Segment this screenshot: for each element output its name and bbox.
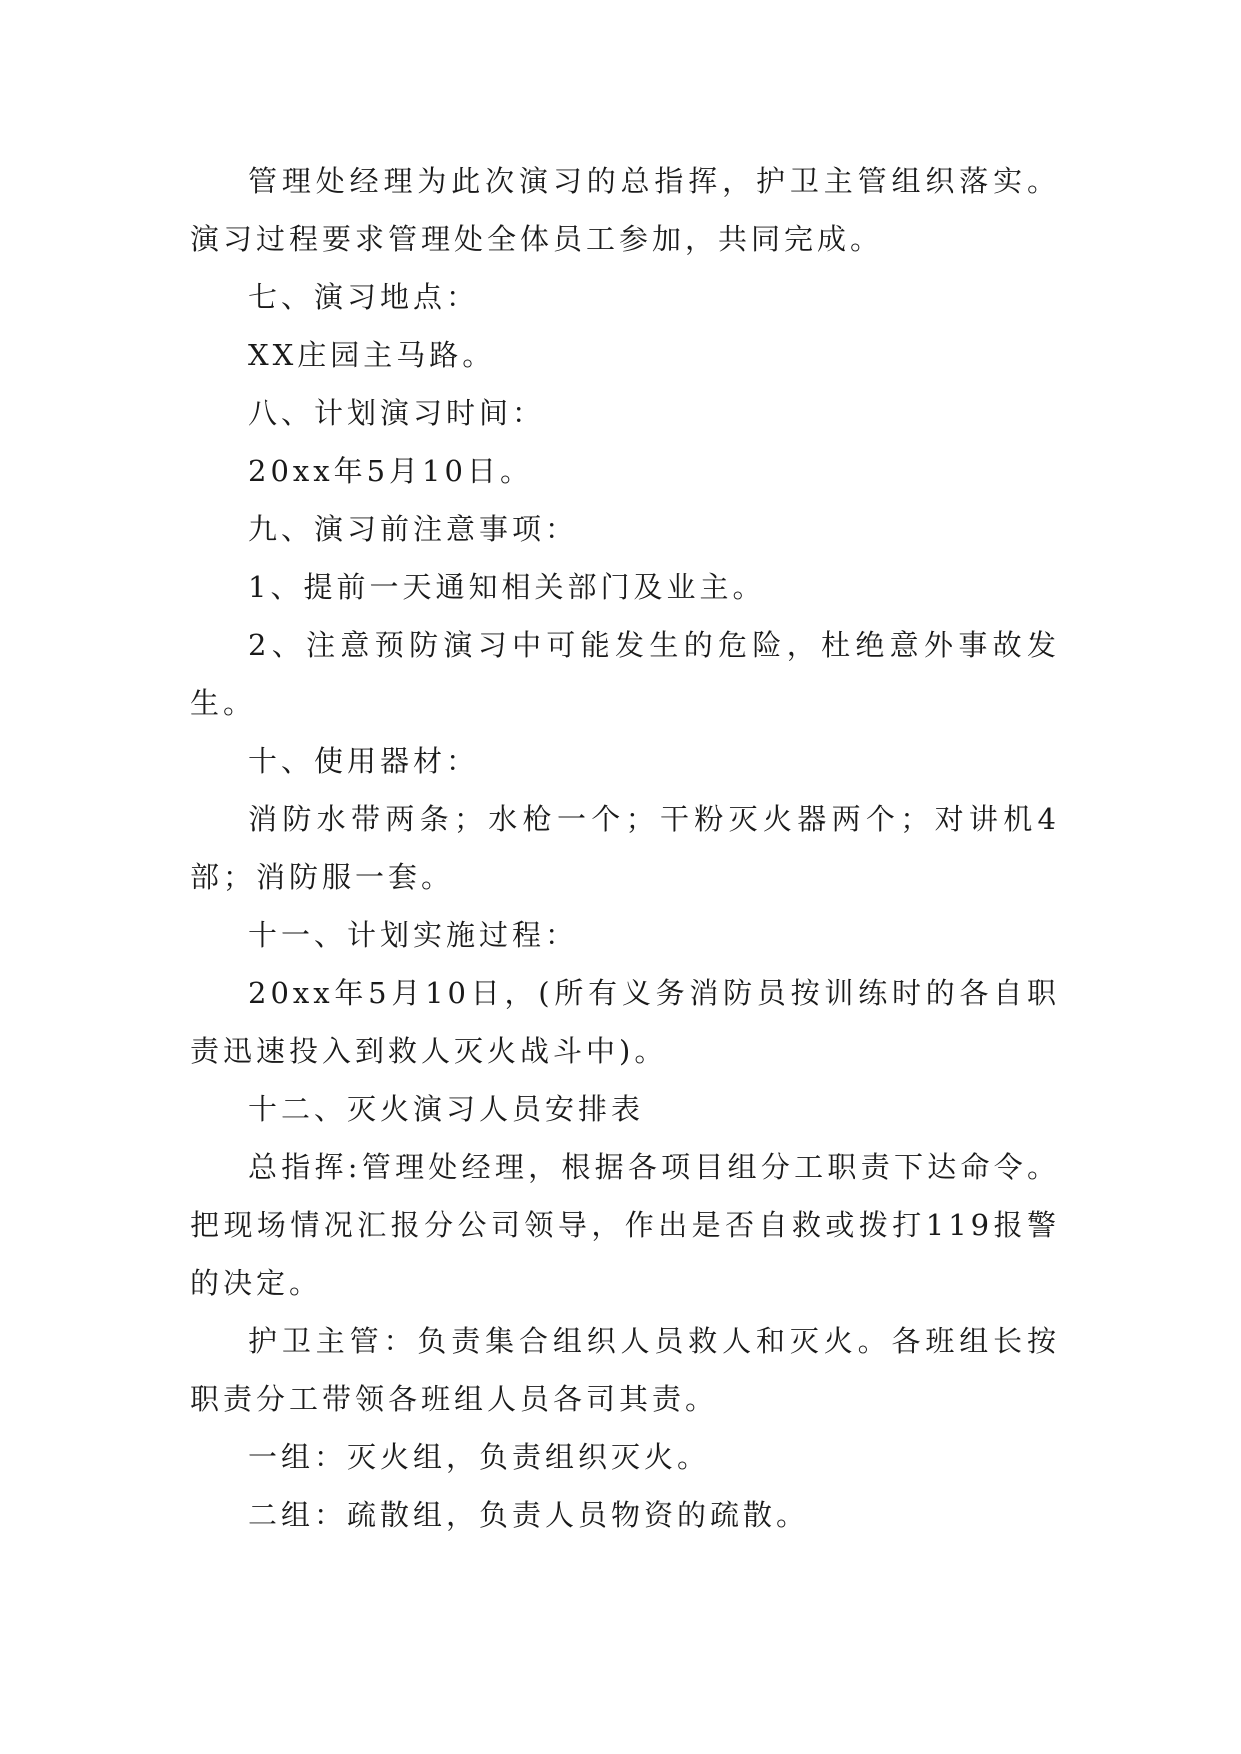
paragraph-group-2: 二组：疏散组，负责人员物资的疏散。 bbox=[248, 1498, 810, 1532]
paragraph-implementation: 20xx年5月10日，(所有义务消防员按训练时的各自职责迅速投入到救人灭火战斗中)。 bbox=[190, 976, 1060, 1068]
paragraph-guard-supervisor: 护卫主管：负责集合组织人员救人和灭火。各班组长按职责分工带领各班组人员各司其责。 bbox=[190, 1324, 1060, 1416]
heading-equipment: 十、使用器材： bbox=[248, 744, 480, 778]
paragraph-precaution-2: 2、注意预防演习中可能发生的危险，杜绝意外事故发生。 bbox=[190, 628, 1060, 720]
heading-precautions: 九、演习前注意事项： bbox=[248, 512, 579, 546]
paragraph-drill-location: XX庄园主马路。 bbox=[248, 338, 496, 372]
heading-drill-time: 八、计划演习时间： bbox=[248, 396, 546, 430]
paragraph-chief-commander: 总指挥:管理处经理，根据各项目组分工职责下达命令。把现场情况汇报分公司领导，作出是否自救或拨打119报警的决定。 bbox=[190, 1150, 1060, 1300]
paragraph-group-1: 一组：灭火组，负责组织灭火。 bbox=[248, 1440, 711, 1474]
heading-staff-arrangement: 十二、灭火演习人员安排表 bbox=[248, 1092, 645, 1126]
paragraph-commander: 管理处经理为此次演习的总指挥，护卫主管组织落实。演习过程要求管理处全体员工参加，共同完成。 bbox=[190, 164, 1060, 256]
paragraph-drill-time: 20xx年5月10日。 bbox=[248, 454, 533, 488]
paragraph-precaution-1: 1、提前一天通知相关部门及业主。 bbox=[248, 570, 766, 604]
paragraph-equipment: 消防水带两条；水枪一个；干粉灭火器两个；对讲机4部；消防服一套。 bbox=[190, 802, 1060, 894]
heading-implementation: 十一、计划实施过程： bbox=[248, 918, 579, 952]
document-body bbox=[190, 152, 1060, 1544]
heading-drill-location: 七、演习地点： bbox=[248, 280, 480, 314]
